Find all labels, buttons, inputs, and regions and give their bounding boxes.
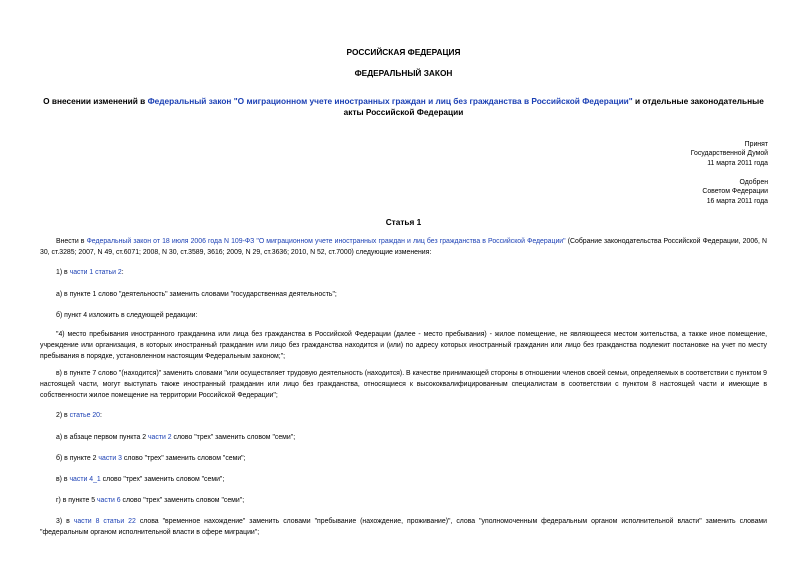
law-title-suffix: и отдельные законодательные акты Российской Федерации <box>343 96 764 117</box>
approved-line-3: 16 марта 2011 года <box>706 197 768 205</box>
item-2b-text-2: слово "трех" заменить словом "семи"; <box>122 455 246 462</box>
approved-line-2: Советом Федерации <box>702 188 768 196</box>
adopted-line-3: 11 марта 2011 года <box>707 159 768 167</box>
item-2-colon: : <box>100 412 102 419</box>
article-heading: Статья 1 <box>385 217 422 227</box>
item-2v <box>56 474 224 485</box>
intro-paragraph <box>40 236 767 258</box>
intro-text-1: Внести в <box>56 238 87 245</box>
item-3 <box>40 516 767 538</box>
item-1-text: 1) в <box>56 269 70 276</box>
item-1-link[interactable]: части 1 статьи 2 <box>69 269 122 276</box>
item-2g-text-2: слово "трех" заменить словом "семи"; <box>120 497 245 504</box>
item-2-link[interactable]: статье 20 <box>69 412 100 419</box>
item-2a-text-2: слово "трех" заменить словом "семи"; <box>171 434 296 441</box>
item-3-text-1: 3) в <box>56 518 74 525</box>
intro-law-link[interactable]: Федеральный закон от 18 июля 2006 года N 109-ФЗ "О миграционном учете иностранных граждан и лиц без гражданства в Российской Федерации" <box>86 238 566 245</box>
item-1b-quote: "4) место пребывания иностранного гражданина или лица без гражданства в Российской Федерации (далее - место пребывания) - жилое помещение, не являющееся местом жительства, а также иное помещение, учреждение или организация, в которых иностранный гражданин или лицо без гражданства находится и (или) по адресу которых иностранный гражданин или лицо без гражданства подлежит постановке на учет по месту пребывания в порядке, установленном настоящим Федеральным законом;"; <box>40 331 767 360</box>
adopted-line-2: Государственной Думой <box>690 150 768 158</box>
item-2g-link[interactable]: части 6 <box>96 497 121 504</box>
item-1v: в) в пункте 7 слово "(находится)" заменить словами "или осуществляет трудовую деятельность (находится). В качестве принимающей стороны в отношении членов своей семьи, определяемых в соответствии с пунктом 9 настоящей части, могут выступать также иностранный гражданин или лицо без гражданства, относящиеся к высококвалифицированным специалистам в соответствии с пунктом 8 настоящей части и имеющие в собственности жилое помещение на территории Российской Федерации"; <box>40 370 767 399</box>
item-2b-text-1: б) в пункте 2 <box>56 455 99 462</box>
law-title-link[interactable]: Федеральный закон "О миграционном учете иностранных граждан и лиц без гражданства в Российской Федерации" <box>147 96 633 106</box>
approved-block <box>702 178 768 206</box>
item-1-colon: : <box>121 269 124 276</box>
item-2v-text-1: в) в <box>56 476 70 483</box>
doc-type-heading: ФЕДЕРАЛЬНЫЙ ЗАКОН <box>354 68 453 78</box>
item-3-text-2: слова "временное нахождение" заменить словами "пребывание (нахождение, проживание)", слова "уполномоченным федеральным органом исполнительной власти" заменить словами "федеральным органом исполнительной власти в сфере миграции"; <box>40 518 767 536</box>
item-2 <box>56 410 102 421</box>
item-2a <box>56 432 295 443</box>
country-heading: РОССИЙСКАЯ ФЕДЕРАЦИЯ <box>346 47 461 57</box>
item-2-text: 2) в <box>56 412 70 419</box>
approved-line-1: Одобрен <box>739 179 768 186</box>
item-2b-link[interactable]: части 3 <box>98 455 123 462</box>
item-3-link[interactable]: части 8 статьи 22 <box>73 518 136 525</box>
item-2a-link[interactable]: части 2 <box>147 434 172 441</box>
adopted-block <box>691 140 768 168</box>
item-2v-link[interactable]: части 4_1 <box>69 476 101 483</box>
intro-text-2: (Собрание законодательства Российской Федерации, 2006, N 30, ст.3285; 2007, N 49, ст.6071; 2008, N 30, ст.3589, 3616; 2009, N 29, ст.3636; 2010, N 52, ст.7000) следующие изменения: <box>40 238 767 256</box>
item-2b <box>56 453 246 464</box>
item-2g <box>56 495 244 506</box>
item-1a: а) в пункте 1 слово "деятельность" заменить словами "государственная деятельность"; <box>56 291 337 298</box>
law-title <box>40 96 767 118</box>
adopted-line-1: Принят <box>744 141 768 148</box>
item-1 <box>56 267 124 278</box>
item-2g-text-1: г) в пункте 5 <box>56 497 97 504</box>
item-2v-text-2: слово "трех" заменить словом "семи"; <box>100 476 225 483</box>
item-1b: б) пункт 4 изложить в следующей редакции: <box>56 312 198 319</box>
item-2a-text-1: а) в абзаце первом пункта 2 <box>56 434 148 441</box>
law-title-prefix: О внесении изменений в <box>43 96 148 106</box>
